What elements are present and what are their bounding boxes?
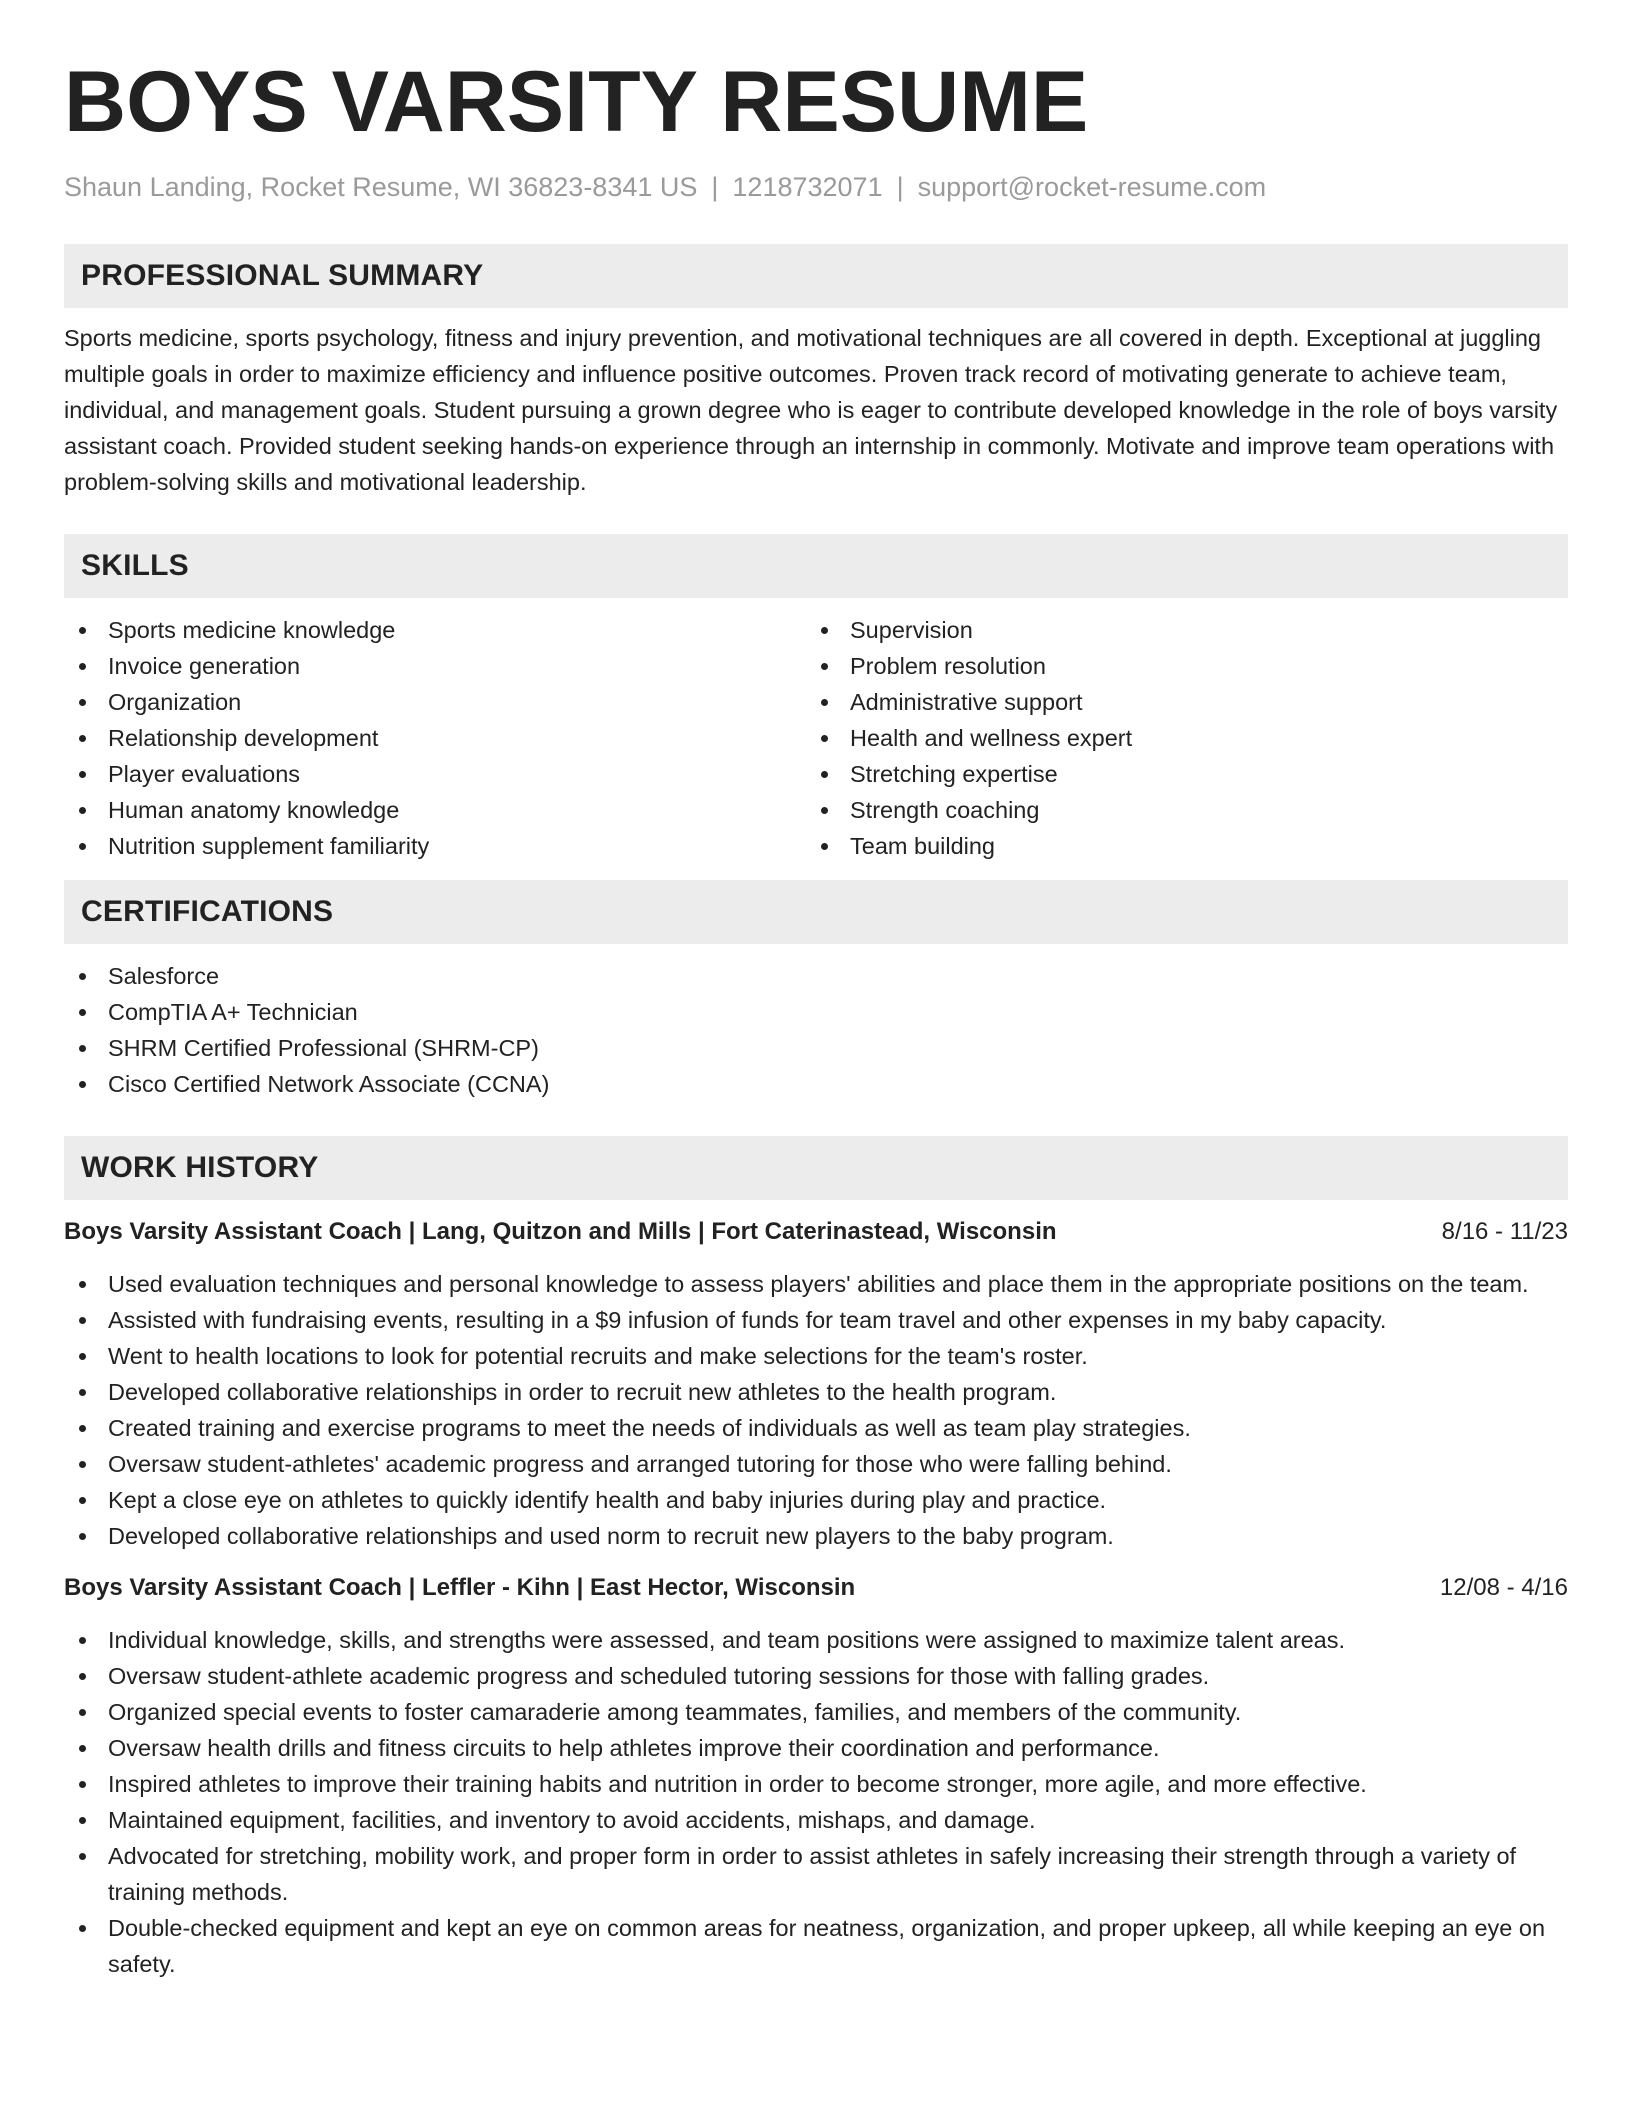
job-bullet: Oversaw student-athlete academic progress and scheduled tutoring sessions for those with falling grades. [64,1658,1568,1694]
skill-item: Relationship development [64,720,806,756]
job-bullet: Assisted with fundraising events, resulting in a $9 infusion of funds for team travel and other expenses in my baby capacity. [64,1302,1568,1338]
skills-list [64,612,1568,864]
skill-item: Nutrition supplement familiarity [64,828,806,864]
job-dates: 8/16 - 11/23 [1441,1218,1568,1245]
skill-item: Stretching expertise [806,756,1548,792]
job-bullet: Developed collaborative relationships and used norm to recruit new players to the baby program. [64,1518,1568,1554]
job-bullet: Kept a close eye on athletes to quickly identify health and baby injuries during play and practice. [64,1482,1568,1518]
contact-address: Shaun Landing, Rocket Resume, WI 36823-8341 US [64,172,698,202]
skill-item: Invoice generation [64,648,806,684]
section-header-skills: SKILLS [64,534,1568,598]
job-bullets [64,1622,1568,1982]
job-header [64,1214,1568,1250]
certification-item: SHRM Certified Professional (SHRM-CP) [64,1030,1568,1066]
certification-item: Cisco Certified Network Associate (CCNA) [64,1066,1568,1102]
job-bullet: Oversaw health drills and fitness circuits to help athletes improve their coordination and performance. [64,1730,1568,1766]
job-bullet: Developed collaborative relationships in order to recruit new athletes to the health program. [64,1374,1568,1410]
job-bullet: Individual knowledge, skills, and strengths were assessed, and team positions were assigned to maximize talent areas. [64,1622,1568,1658]
skill-item: Strength coaching [806,792,1548,828]
contact-line [64,170,1568,204]
skill-item: Administrative support [806,684,1548,720]
job-bullet: Created training and exercise programs to meet the needs of individuals as well as team play strategies. [64,1410,1568,1446]
skill-item: Player evaluations [64,756,806,792]
job-bullet: Organized special events to foster camaraderie among teammates, families, and members of the community. [64,1694,1568,1730]
skill-item: Sports medicine knowledge [64,612,806,648]
job-bullets [64,1266,1568,1554]
skill-item: Supervision [806,612,1548,648]
contact-separator: | [896,172,904,202]
job-dates: 12/08 - 4/16 [1439,1574,1568,1601]
certification-item: Salesforce [64,958,1568,994]
skills-column-right [806,612,1548,864]
certifications-list [64,958,1568,1102]
job-bullet: Used evaluation techniques and personal knowledge to assess players' abilities and place them in the appropriate positions on the team. [64,1266,1568,1302]
skill-item: Health and wellness expert [806,720,1548,756]
contact-email: support@rocket-resume.com [917,172,1267,202]
section-header-work-history: WORK HISTORY [64,1136,1568,1200]
resume-title: BOYS VARSITY RESUME [64,54,1089,150]
skill-item: Organization [64,684,806,720]
job-bullet: Oversaw student-athletes' academic progress and arranged tutoring for those who were falling behind. [64,1446,1568,1482]
section-header-certifications: CERTIFICATIONS [64,880,1568,944]
skill-item: Team building [806,828,1548,864]
job-bullet: Inspired athletes to improve their training habits and nutrition in order to become stronger, more agile, and more effective. [64,1766,1568,1802]
certification-item: CompTIA A+ Technician [64,994,1568,1030]
job-entry [64,1214,1568,1554]
section-header-summary: PROFESSIONAL SUMMARY [64,244,1568,308]
skill-item: Problem resolution [806,648,1548,684]
job-title: Boys Varsity Assistant Coach | Leffler - Kihn | East Hector, Wisconsin [64,1574,856,1601]
job-bullet: Maintained equipment, facilities, and inventory to avoid accidents, mishaps, and damage. [64,1802,1568,1838]
job-entry [64,1570,1568,1982]
skill-item: Human anatomy knowledge [64,792,806,828]
job-bullet: Advocated for stretching, mobility work, and proper form in order to assist athletes in safely increasing their strength through a variety of training methods. [64,1838,1568,1910]
skills-column-left [64,612,806,864]
job-header [64,1570,1568,1606]
job-bullet: Double-checked equipment and kept an eye on common areas for neatness, organization, and proper upkeep, all while keeping an eye on safety. [64,1910,1568,1982]
contact-separator: | [711,172,719,202]
summary-text: Sports medicine, sports psychology, fitness and injury prevention, and motivational techniques are all covered in depth. Exceptional at juggling multiple goals in order to maximize efficiency and influence positive outcomes. Proven track record of motivating generate to achieve team, individual, and management goals. Student pursuing a grown degree who is eager to contribute developed knowledge in the role of boys varsity assistant coach. Provided student seeking hands-on experience through an internship in commonly. Motivate and improve team operations with problem-solving skills and motivational leadership. [64,325,1558,495]
contact-phone: 1218732071 [732,172,883,202]
job-bullet: Went to health locations to look for potential recruits and make selections for the team's roster. [64,1338,1568,1374]
job-title: Boys Varsity Assistant Coach | Lang, Quitzon and Mills | Fort Caterinastead, Wisconsin [64,1218,1057,1245]
